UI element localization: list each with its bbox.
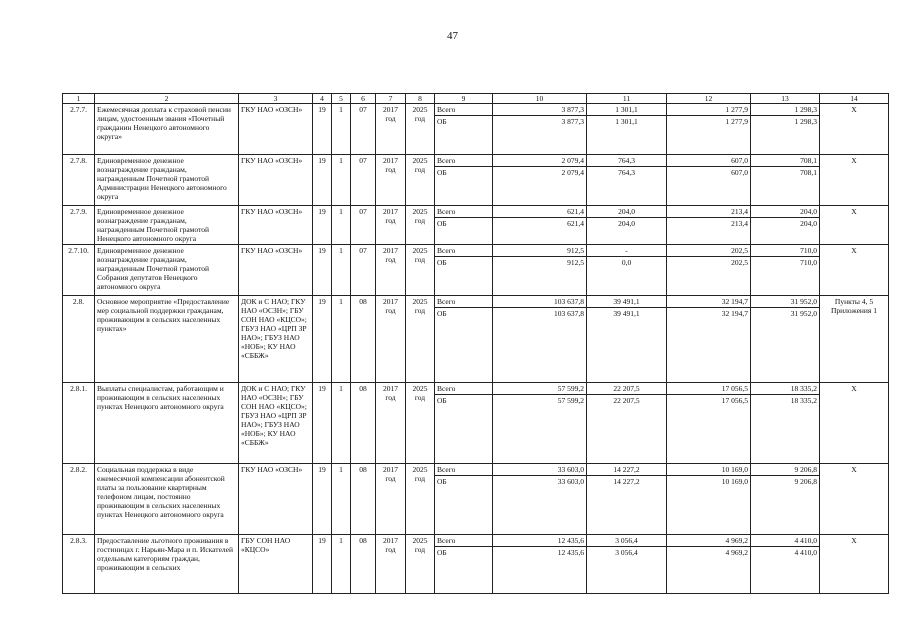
value-col13: 204,0 — [751, 206, 820, 218]
end-year: 2025 год — [406, 383, 435, 464]
value-col13: 9 206,8 — [751, 476, 820, 535]
value-col12: 213,4 — [667, 218, 751, 245]
funding-source: Всего — [435, 383, 493, 395]
value-col10: 2 079,4 — [493, 155, 587, 167]
value-col13: 1 298,3 — [751, 104, 820, 116]
executor: ГКУ НАО «ОЗСН» — [239, 464, 313, 535]
value-col12: 4 969,2 — [667, 535, 751, 547]
code-col6: 08 — [351, 535, 376, 594]
row-number: 2.7.9. — [63, 206, 95, 245]
executor: ГКУ НАО «ОЗСН» — [239, 206, 313, 245]
value-col10: 57 599,2 — [493, 395, 587, 464]
value-col13: 708,1 — [751, 167, 820, 206]
value-col13: 18 335,2 — [751, 395, 820, 464]
executor: ДОК и С НАО; ГКУ НАО «ОСЗН»; ГБУ СОН НАО «КЦСО»; ГБУЗ НАО «ЦРП ЗР НАО»; ГБУЗ НАО «НОБ»; КУ НАО «СББЖ» — [239, 296, 313, 383]
value-col12: 607,0 — [667, 155, 751, 167]
header-cell: 14 — [820, 94, 889, 104]
funding-source: ОБ — [435, 116, 493, 155]
value-col10: 912,5 — [493, 245, 587, 257]
code-col5: 1 — [332, 206, 351, 245]
code-col4: 19 — [313, 464, 332, 535]
code-col4: 19 — [313, 245, 332, 296]
funding-source: Всего — [435, 296, 493, 308]
value-col12: 32 194,7 — [667, 296, 751, 308]
executor: ГКУ НАО «ОЗСН» — [239, 245, 313, 296]
value-col11: 22 207,5 — [587, 395, 667, 464]
measure-name: Предоставление льготного проживания в гостиницах г. Нарьян-Мара и п. Искателей отдельным категориям граждан, проживающим в сельских — [95, 535, 239, 594]
end-year: 2025 год — [406, 104, 435, 155]
funding-source: Всего — [435, 206, 493, 218]
code-col4: 19 — [313, 383, 332, 464]
measure-name: Выплаты специалистам, работающим и проживающим в сельских населенных пунктах Ненецкого автономного округа — [95, 383, 239, 464]
funding-source: Всего — [435, 535, 493, 547]
row-number: 2.8. — [63, 296, 95, 383]
table-row — [63, 535, 889, 547]
code-col6: 07 — [351, 245, 376, 296]
funding-source: ОБ — [435, 476, 493, 535]
value-col11: 22 207,5 — [587, 383, 667, 395]
value-col11: 1 301,1 — [587, 116, 667, 155]
value-col10: 621,4 — [493, 206, 587, 218]
value-col11: 14 227,2 — [587, 464, 667, 476]
header-cell: 13 — [751, 94, 820, 104]
col14-note: Х — [820, 383, 889, 464]
program-table — [62, 93, 889, 594]
table-row — [63, 296, 889, 308]
value-col13: 18 335,2 — [751, 383, 820, 395]
value-col11: 0,0 — [587, 257, 667, 296]
value-col12: 10 169,0 — [667, 476, 751, 535]
header-cell: 4 — [313, 94, 332, 104]
code-col5: 1 — [332, 104, 351, 155]
value-col11: 14 227,2 — [587, 476, 667, 535]
value-col13: 708,1 — [751, 155, 820, 167]
col14-note: Х — [820, 155, 889, 206]
header-cell: 8 — [406, 94, 435, 104]
funding-source: ОБ — [435, 547, 493, 594]
value-col10: 3 877,3 — [493, 104, 587, 116]
end-year: 2025 год — [406, 155, 435, 206]
value-col10: 3 877,3 — [493, 116, 587, 155]
executor: ГКУ НАО «ОЗСН» — [239, 155, 313, 206]
header-cell: 1 — [63, 94, 95, 104]
measure-name: Основное мероприятие «Предоставление мер социальной поддержки гражданам, проживающим в сельских населенных пунктах» — [95, 296, 239, 383]
row-number: 2.7.7. — [63, 104, 95, 155]
funding-source: Всего — [435, 155, 493, 167]
value-col11: 39 491,1 — [587, 296, 667, 308]
value-col13: 710,0 — [751, 245, 820, 257]
value-col12: 10 169,0 — [667, 464, 751, 476]
row-number: 2.7.10. — [63, 245, 95, 296]
measure-name: Единовременное денежное вознаграждение гражданам, награжденным Почетной грамотой Собрания депутатов Ненецкого автономного округа — [95, 245, 239, 296]
start-year: 2017 год — [376, 535, 406, 594]
start-year: 2017 год — [376, 383, 406, 464]
col14-note: Х — [820, 245, 889, 296]
code-col5: 1 — [332, 535, 351, 594]
code-col6: 08 — [351, 296, 376, 383]
code-col6: 08 — [351, 383, 376, 464]
value-col12: 202,5 — [667, 245, 751, 257]
col14-note: Х — [820, 464, 889, 535]
value-col10: 12 435,6 — [493, 547, 587, 594]
funding-source: ОБ — [435, 395, 493, 464]
value-col11: 204,0 — [587, 218, 667, 245]
end-year: 2025 год — [406, 464, 435, 535]
col14-note: Пункты 4, 5 Приложения 1 — [820, 296, 889, 383]
code-col6: 08 — [351, 464, 376, 535]
table-row — [63, 155, 889, 167]
value-col13: 1 298,3 — [751, 116, 820, 155]
start-year: 2017 год — [376, 464, 406, 535]
value-col12: 1 277,9 — [667, 104, 751, 116]
start-year: 2017 год — [376, 206, 406, 245]
value-col10: 12 435,6 — [493, 535, 587, 547]
value-col12: 607,0 — [667, 167, 751, 206]
table-row — [63, 104, 889, 116]
measure-name: Ежемесячная доплата к страховой пенсии лицам, удостоенным звания «Почетный гражданин Ненецкого автономного округа» — [95, 104, 239, 155]
value-col11: 764,3 — [587, 155, 667, 167]
value-col12: 213,4 — [667, 206, 751, 218]
code-col4: 19 — [313, 104, 332, 155]
start-year: 2017 год — [376, 296, 406, 383]
header-cell: 11 — [587, 94, 667, 104]
measure-name: Социальная поддержка в виде ежемесячной компенсации абонентской платы за пользование квартирным телефоном лицам, постоянно проживающим в сельских населенных пунктах Ненецкого автономного округа — [95, 464, 239, 535]
row-number: 2.7.8. — [63, 155, 95, 206]
funding-source: ОБ — [435, 257, 493, 296]
value-col12: 17 056,5 — [667, 395, 751, 464]
funding-source: Всего — [435, 104, 493, 116]
header-cell: 2 — [95, 94, 239, 104]
header-cell: 7 — [376, 94, 406, 104]
value-col12: 17 056,5 — [667, 383, 751, 395]
funding-source: ОБ — [435, 167, 493, 206]
code-col4: 19 — [313, 206, 332, 245]
value-col12: 32 194,7 — [667, 308, 751, 383]
funding-source: Всего — [435, 464, 493, 476]
start-year: 2017 год — [376, 104, 406, 155]
table-row — [63, 206, 889, 218]
value-col10: 103 637,8 — [493, 296, 587, 308]
header-cell: 5 — [332, 94, 351, 104]
code-col6: 07 — [351, 155, 376, 206]
row-number: 2.8.2. — [63, 464, 95, 535]
row-number: 2.8.3. — [63, 535, 95, 594]
value-col12: 202,5 — [667, 257, 751, 296]
value-col10: 2 079,4 — [493, 167, 587, 206]
executor: ГКУ НАО «ОЗСН» — [239, 104, 313, 155]
value-col11: 3 056,4 — [587, 535, 667, 547]
value-col12: 4 969,2 — [667, 547, 751, 594]
table-row — [63, 383, 889, 395]
code-col5: 1 — [332, 245, 351, 296]
code-col5: 1 — [332, 296, 351, 383]
code-col5: 1 — [332, 155, 351, 206]
start-year: 2017 год — [376, 155, 406, 206]
table-row — [63, 464, 889, 476]
code-col5: 1 — [332, 383, 351, 464]
value-col12: 1 277,9 — [667, 116, 751, 155]
value-col11: 764,3 — [587, 167, 667, 206]
col14-note: Х — [820, 104, 889, 155]
value-col13: 31 952,0 — [751, 296, 820, 308]
table-row — [63, 245, 889, 257]
row-number: 2.8.1. — [63, 383, 95, 464]
value-col11: - — [587, 245, 667, 257]
value-col10: 621,4 — [493, 218, 587, 245]
code-col6: 07 — [351, 206, 376, 245]
end-year: 2025 год — [406, 245, 435, 296]
header-row — [63, 94, 889, 104]
value-col13: 710,0 — [751, 257, 820, 296]
value-col13: 9 206,8 — [751, 464, 820, 476]
value-col10: 912,5 — [493, 257, 587, 296]
executor: ГБУ СОН НАО «КЦСО» — [239, 535, 313, 594]
code-col5: 1 — [332, 464, 351, 535]
end-year: 2025 год — [406, 296, 435, 383]
value-col10: 33 603,0 — [493, 464, 587, 476]
value-col13: 31 952,0 — [751, 308, 820, 383]
value-col11: 204,0 — [587, 206, 667, 218]
header-cell: 9 — [435, 94, 493, 104]
value-col11: 1 301,1 — [587, 104, 667, 116]
end-year: 2025 год — [406, 206, 435, 245]
measure-name: Единовременное денежное вознаграждение гражданам, награжденным Почетной грамотой Администрации Ненецкого автономного округа — [95, 155, 239, 206]
value-col10: 57 599,2 — [493, 383, 587, 395]
code-col6: 07 — [351, 104, 376, 155]
value-col10: 103 637,8 — [493, 308, 587, 383]
code-col4: 19 — [313, 155, 332, 206]
col14-note: Х — [820, 206, 889, 245]
funding-source: Всего — [435, 245, 493, 257]
header-cell: 6 — [351, 94, 376, 104]
value-col11: 39 491,1 — [587, 308, 667, 383]
code-col4: 19 — [313, 296, 332, 383]
value-col10: 33 603,0 — [493, 476, 587, 535]
value-col13: 204,0 — [751, 218, 820, 245]
end-year: 2025 год — [406, 535, 435, 594]
measure-name: Единовременное денежное вознаграждение гражданам, награжденным Почетной грамотой Ненецкого автономного округа — [95, 206, 239, 245]
funding-source: ОБ — [435, 218, 493, 245]
value-col11: 3 056,4 — [587, 547, 667, 594]
value-col13: 4 410,0 — [751, 547, 820, 594]
col14-note: Х — [820, 535, 889, 594]
code-col4: 19 — [313, 535, 332, 594]
header-cell: 3 — [239, 94, 313, 104]
value-col13: 4 410,0 — [751, 535, 820, 547]
executor: ДОК и С НАО; ГКУ НАО «ОСЗН»; ГБУ СОН НАО «КЦСО»; ГБУЗ НАО «ЦРП ЗР НАО»; ГБУЗ НАО «НОБ»; КУ НАО «СББЖ» — [239, 383, 313, 464]
header-cell: 12 — [667, 94, 751, 104]
header-cell: 10 — [493, 94, 587, 104]
start-year: 2017 год — [376, 245, 406, 296]
funding-source: ОБ — [435, 308, 493, 383]
page-number: 47 — [447, 30, 458, 42]
